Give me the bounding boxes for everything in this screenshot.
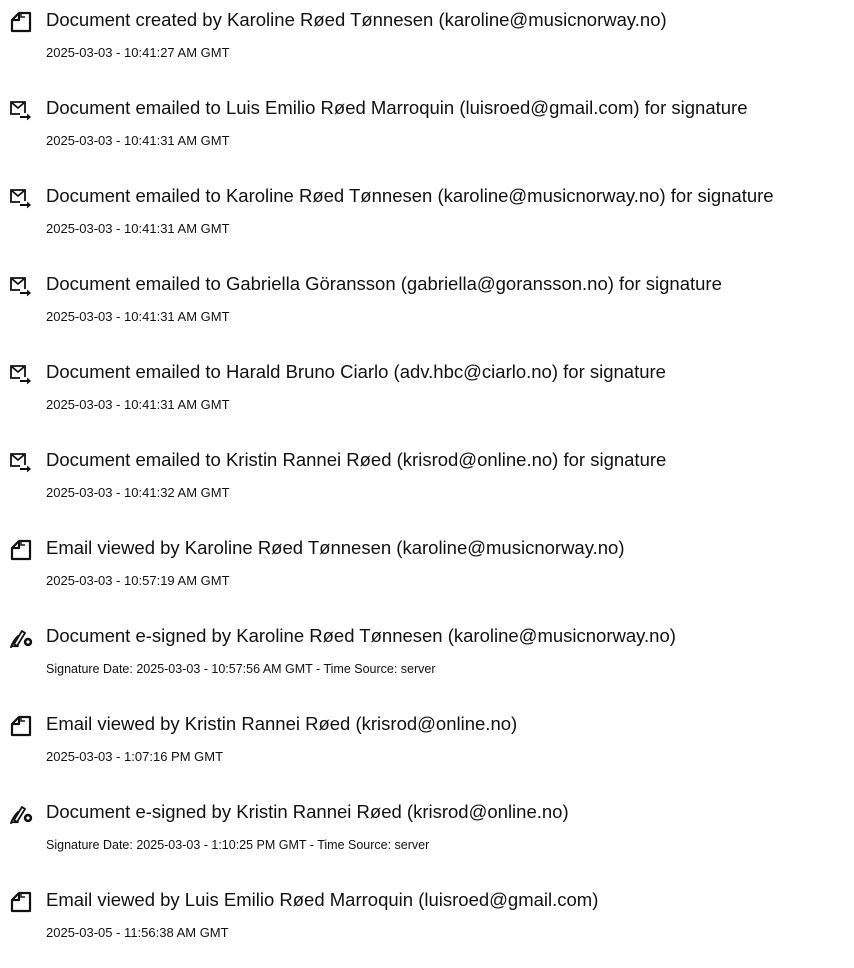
audit-event — [0, 448, 854, 528]
audit-event — [0, 624, 854, 704]
event-signature-date: Signature Date: 2025-03-03 - 10:57:56 AM GMT - Time Source: server — [46, 662, 436, 676]
event-title: Email viewed by Karoline Røed Tønnesen (karoline@musicnorway.no) — [46, 537, 625, 558]
document-emailed-icon — [8, 273, 34, 299]
audit-event — [0, 272, 854, 352]
event-title: Document emailed to Gabriella Göransson (gabriella@goransson.no) for signature — [46, 273, 722, 294]
audit-event — [0, 184, 854, 264]
event-timestamp: 2025-03-03 - 10:57:19 AM GMT — [46, 573, 230, 588]
email-viewed-icon — [8, 537, 34, 563]
email-viewed-icon — [8, 889, 34, 915]
event-title: Document emailed to Harald Bruno Ciarlo (adv.hbc@ciarlo.no) for signature — [46, 361, 666, 382]
event-signature-date: Signature Date: 2025-03-03 - 1:10:25 PM GMT - Time Source: server — [46, 838, 430, 852]
audit-event — [0, 800, 854, 880]
document-emailed-icon — [8, 97, 34, 123]
event-timestamp: 2025-03-03 - 10:41:31 AM GMT — [46, 221, 230, 236]
event-title: Document e-signed by Kristin Rannei Røed (krisrod@online.no) — [46, 801, 569, 822]
e-signed-icon — [8, 625, 34, 651]
event-title: Document created by Karoline Røed Tønnesen (karoline@musicnorway.no) — [46, 9, 667, 30]
audit-event — [0, 888, 854, 968]
audit-event — [0, 96, 854, 176]
event-timestamp: 2025-03-03 - 10:41:31 AM GMT — [46, 397, 230, 412]
audit-event — [0, 360, 854, 440]
document-emailed-icon — [8, 361, 34, 387]
e-signed-icon — [8, 801, 34, 827]
event-title: Email viewed by Luis Emilio Røed Marroquin (luisroed@gmail.com) — [46, 889, 599, 910]
event-timestamp: 2025-03-03 - 10:41:27 AM GMT — [46, 45, 230, 60]
document-created-icon — [8, 9, 34, 35]
event-title: Document emailed to Karoline Røed Tønnesen (karoline@musicnorway.no) for signature — [46, 185, 774, 206]
email-viewed-icon — [8, 713, 34, 739]
document-emailed-icon — [8, 185, 34, 211]
event-timestamp: 2025-03-03 - 10:41:31 AM GMT — [46, 309, 230, 324]
event-timestamp: 2025-03-03 - 10:41:32 AM GMT — [46, 485, 230, 500]
event-title: Document emailed to Luis Emilio Røed Marroquin (luisroed@gmail.com) for signature — [46, 97, 748, 118]
audit-event — [0, 536, 854, 616]
audit-event — [0, 8, 854, 88]
event-title: Email viewed by Kristin Rannei Røed (krisrod@online.no) — [46, 713, 518, 734]
event-timestamp: 2025-03-03 - 1:07:16 PM GMT — [46, 749, 224, 764]
document-emailed-icon — [8, 449, 34, 475]
event-timestamp: 2025-03-05 - 11:56:38 AM GMT — [46, 925, 229, 940]
event-timestamp: 2025-03-03 - 10:41:31 AM GMT — [46, 133, 230, 148]
audit-event — [0, 712, 854, 792]
event-title: Document emailed to Kristin Rannei Røed (krisrod@online.no) for signature — [46, 449, 667, 470]
event-title: Document e-signed by Karoline Røed Tønnesen (karoline@musicnorway.no) — [46, 625, 676, 646]
